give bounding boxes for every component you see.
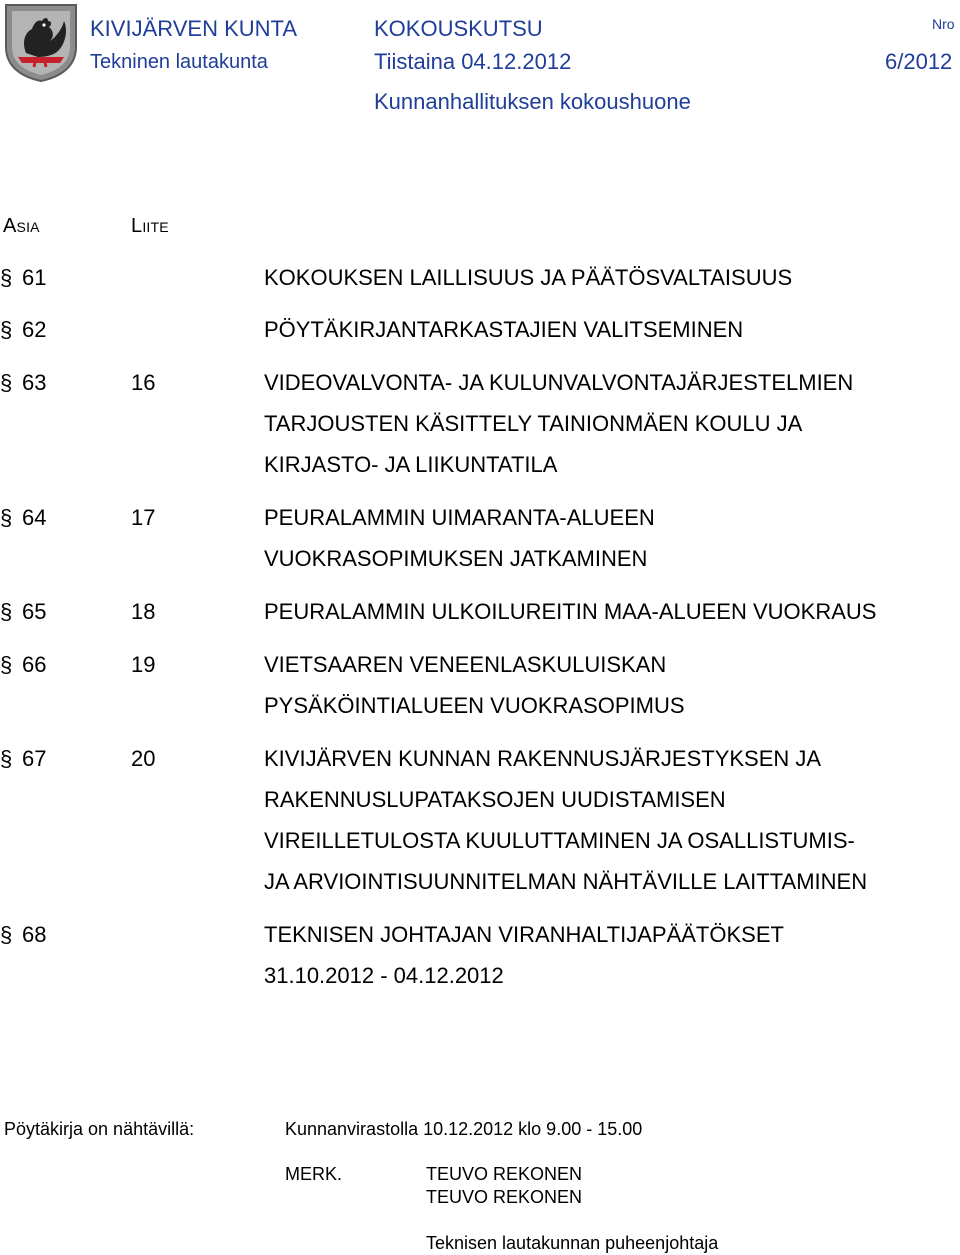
item-number: 64: [22, 505, 47, 530]
merk-label: MERK.: [285, 1164, 343, 1184]
meeting-date: Tiistaina 04.12.2012: [374, 49, 572, 74]
column-header-liite: LIITE: [131, 215, 169, 237]
section-sign: §: [0, 370, 13, 395]
signer-name: TEUVO REKONEN: [426, 1164, 583, 1184]
meeting-number: 6/2012: [885, 49, 953, 74]
attachment-number: 16: [131, 370, 156, 395]
item-number: 68: [22, 922, 47, 947]
item-title: PEURALAMMIN ULKOILUREITIN MAA-ALUEEN VUOKRAUS: [264, 599, 877, 624]
municipality-name: KIVIJÄRVEN KUNTA: [90, 16, 298, 41]
column-header-asia: ASIA: [3, 215, 40, 237]
attachment-number: 20: [131, 746, 156, 771]
section-sign: §: [0, 652, 13, 677]
section-sign: §: [0, 746, 13, 771]
section-sign: §: [0, 317, 13, 342]
board-name: Tekninen lautakunta: [90, 51, 268, 73]
item-title: TEKNISEN JOHTAJAN VIRANHALTIJAPÄÄTÖKSET 31.10.2012 - 04.12.2012: [264, 922, 784, 988]
item-number: 62: [22, 317, 47, 342]
section-sign: §: [0, 505, 13, 530]
item-number: 67: [22, 746, 47, 771]
section-sign: §: [0, 922, 13, 947]
item-title: KOKOUKSEN LAILLISUUS JA PÄÄTÖSVALTAISUUS: [264, 265, 793, 290]
document-type: KOKOUSKUTSU: [374, 16, 543, 41]
signer-name: TEUVO REKONEN: [426, 1187, 583, 1207]
item-number: 63: [22, 370, 47, 395]
attachment-number: 17: [131, 505, 156, 530]
section-sign: §: [0, 599, 13, 624]
item-number: 66: [22, 652, 47, 677]
section-sign: §: [0, 265, 13, 290]
item-title: KIVIJÄRVEN KUNNAN RAKENNUSJÄRJESTYKSEN JA RAKENNUSLUPATAKSOJEN UUDISTAMISEN VIREILLETULOSTA KUULUTTAMINEN JA OSALLISTUMIS- JA ARVIOINTISUUNNITELMAN NÄHTÄVILLE LAITTAMINEN: [264, 746, 868, 894]
signer-role: Teknisen lautakunnan puheenjohtaja: [426, 1233, 719, 1253]
number-label: Nro: [932, 16, 955, 32]
item-number: 61: [22, 265, 47, 290]
item-title: PEURALAMMIN UIMARANTA-ALUEEN VUOKRASOPIMUKSEN JATKAMINEN: [264, 505, 655, 571]
item-title: PÖYTÄKIRJANTARKASTAJIEN VALITSEMINEN: [264, 317, 744, 342]
attachment-number: 19: [131, 652, 156, 677]
meeting-place: Kunnanhallituksen kokoushuone: [374, 89, 691, 114]
notice-label: Pöytäkirja on nähtävillä:: [4, 1119, 195, 1139]
coat-of-arms-icon: [4, 3, 78, 83]
item-title: VIDEOVALVONTA- JA KULUNVALVONTAJÄRJESTELMIEN TARJOUSTEN KÄSITTELY TAINIONMÄEN KOULU JA KIRJASTO- JA LIIKUNTATILA: [264, 370, 854, 477]
item-title: VIETSAAREN VENEENLASKULUISKAN PYSÄKÖINTIALUEEN VUOKRASOPIMUS: [264, 652, 685, 718]
item-number: 65: [22, 599, 47, 624]
attachment-number: 18: [131, 599, 156, 624]
notice-value: Kunnanvirastolla 10.12.2012 klo 9.00 - 15.00: [285, 1119, 643, 1139]
